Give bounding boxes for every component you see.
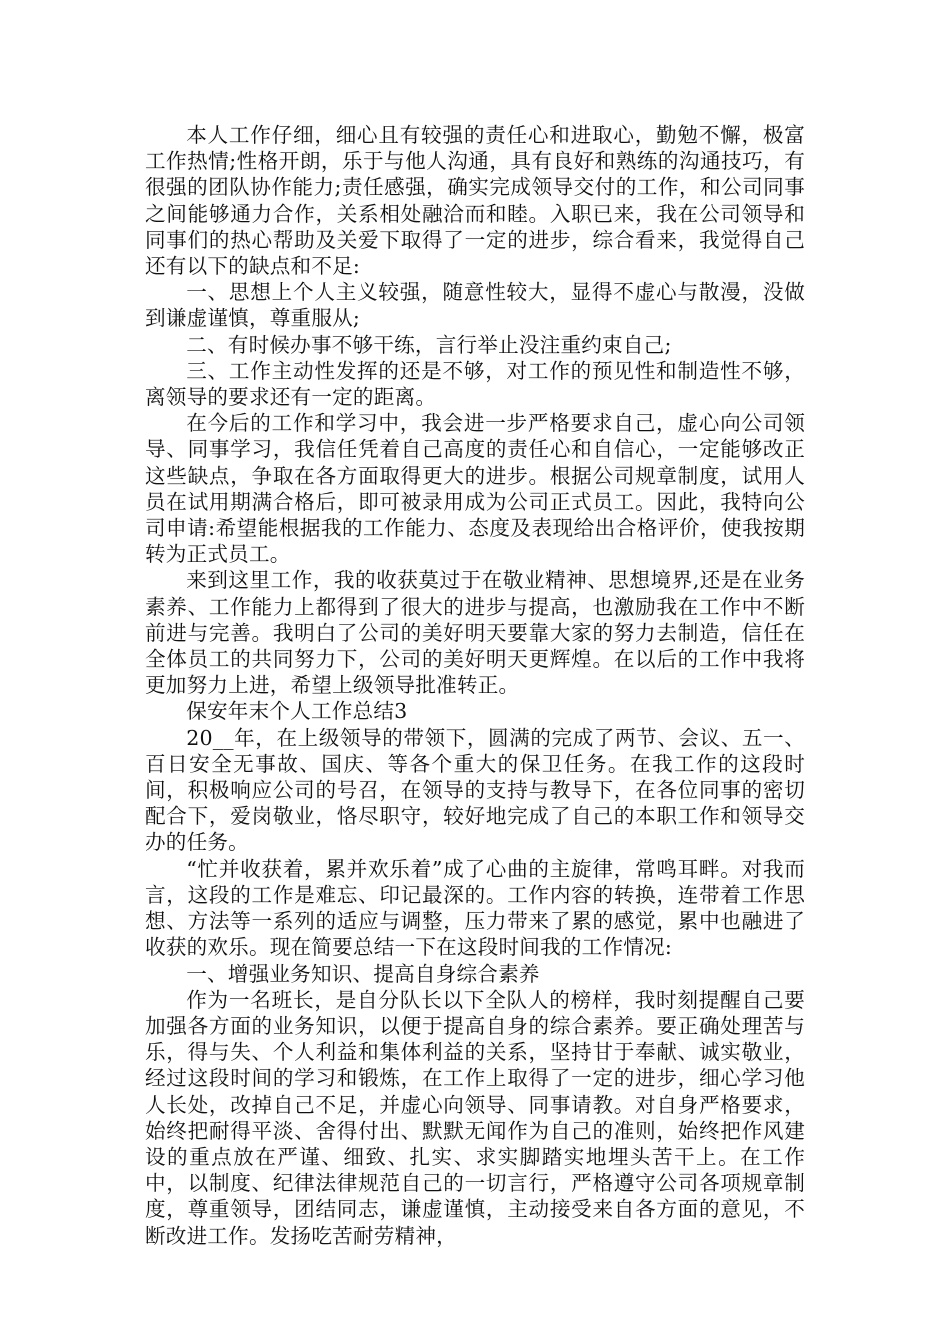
paragraph-shortcoming-1: 一、思想上个人主义较强，随意性较大，显得不虚心与散漫，没做到谦虚谨慎，尊重服从; — [145, 280, 805, 331]
paragraph-theme: “忙并收获着，累并欢乐着”成了心曲的主旋律，常鸣耳畔。对我而言，这段的工作是难忘、印记最深的。工作内容的转换，连带着工作思想、方法等一系列的适应与调整，压力带来了累的感觉，累中也融进了收获的欢乐。现在简要总结一下在这段时间我的工作情况: — [145, 856, 805, 960]
paragraph-year-summary: 20__年，在上级领导的带领下，圆满的完成了两节、会议、五一、百日安全无事故、国庆、等各个重大的保卫任务。在我工作的这段时间，积极响应公司的号召，在领导的支持与教导下，在各位同事的密切配合下，爱岗敬业，恪尽职守，较好地完成了自己的本职工作和领导交办的任务。 — [145, 725, 805, 855]
paragraph-gains: 来到这里工作，我的收获莫过于在敬业精神、思想境界,还是在业务素养、工作能力上都得到了很大的进步与提高，也激励我在工作中不断前进与完善。我明白了公司的美好明天要靠大家的努力去制造，信任在全体员工的共同努力下，公司的美好明天更辉煌。在以后的工作中我将更加努力上进，希望上级领导批准转正。 — [145, 568, 805, 698]
paragraph-shortcoming-3: 三、工作主动性发挥的还是不够，对工作的预见性和制造性不够，离领导的要求还有一定的距离。 — [145, 358, 805, 410]
paragraph-intro: 本人工作仔细，细心且有较强的责任心和进取心，勤勉不懈，极富工作热情;性格开朗，乐于与他人沟通，具有良好和熟练的沟通技巧，有很强的团队协作能力;责任感强，确实完成领导交付的工作，和公司同事之间能够通力合作，关系相处融洽而和睦。入职已来，我在公司领导和同事们的热心帮助及关爱下取得了一定的进步，综合看来，我觉得自己还有以下的缺点和不足: — [145, 123, 805, 279]
document-body — [145, 122, 805, 1249]
paragraph-team-leader: 作为一名班长，是自分队长以下全队人的榜样，我时刻提醒自己要加强各方面的业务知识，以便于提高自身的综合素养。要正确处理苦与乐，得与失、个人利益和集体利益的关系，坚持甘于奉献、诚实敬业，经过这段时间的学习和锻炼，在工作上取得了一定的进步，细心学习他人长处，改掉自己不足，并虚心向领导、同事请教。对自身严格要求，始终把耐得平淡、舍得付出、默默无闻作为自己的准则，始终把作风建设的重点放在严谨、细致、扎实、求实脚踏实地埋头苦干上。在工作中，以制度、纪律法律规范自己的一切言行，严格遵守公司各项规章制度，尊重领导，团结同志，谦虚谨慎，主动接受来自各方面的意见，不断改进工作。发扬吃苦耐劳精神， — [145, 987, 805, 1248]
paragraph-shortcoming-2: 二、有时候办事不够干练，言行举止没注重约束自己; — [186, 332, 672, 357]
section-heading: 保安年末个人工作总结3 — [186, 699, 408, 724]
subsection-heading: 一、增强业务知识、提高自身综合素养 — [186, 961, 540, 986]
paragraph-future-plan: 在今后的工作和学习中，我会进一步严格要求自己，虚心向公司领导、同事学习，我信任凭着自己高度的责任心和自信心，一定能够改正这些缺点，争取在各方面取得更大的进步。根据公司规章制度，试用人员在试用期满合格后，即可被录用成为公司正式员工。因此，我特向公司申请:希望能根据我的工作能力、态度及表现给出合格评价，使我按期转为正式员工。 — [145, 411, 805, 567]
